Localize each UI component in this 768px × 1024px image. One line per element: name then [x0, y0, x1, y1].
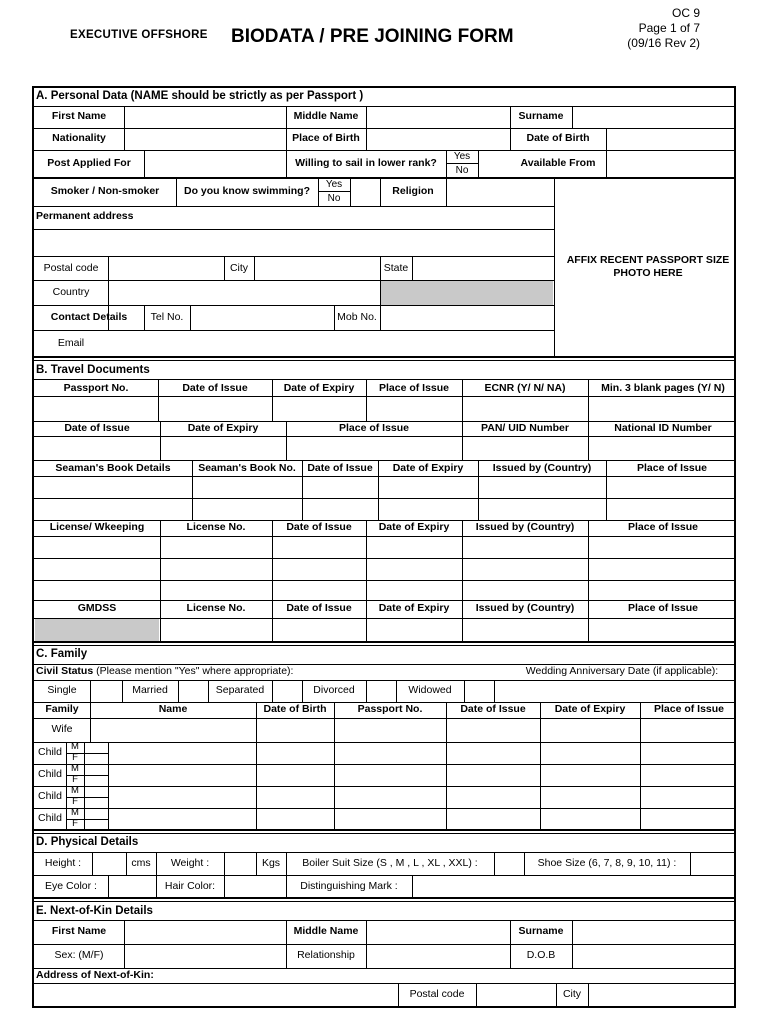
tr5-license-no: License No. — [186, 602, 246, 614]
fam-wife: Wife — [51, 723, 73, 735]
tr5-gmdss: GMDSS — [77, 602, 117, 614]
label-place-of-birth: Place of Birth — [292, 132, 360, 144]
tr2-national-id: National ID Number — [614, 422, 712, 434]
tr4-issued-by: Issued by (Country) — [475, 521, 575, 533]
label-weight: Weight : — [170, 857, 210, 869]
tr1-date-expiry: Date of Expiry — [283, 382, 355, 394]
tr2-date-issue: Date of Issue — [64, 422, 130, 434]
label-city: City — [229, 262, 249, 274]
section-e-heading: E. Next-of-Kin Details — [36, 905, 153, 917]
shaded-cell — [35, 619, 159, 641]
label-swimming: Do you know swimming? — [183, 185, 310, 197]
label-first-name: First Name — [51, 110, 107, 122]
tr3-date-expiry: Date of Expiry — [392, 462, 464, 474]
company-name: EXECUTIVE OFFSHORE — [70, 29, 208, 41]
photo-placeholder: AFFIX RECENT PASSPORT SIZE PHOTO HERE — [566, 254, 730, 279]
tr3-seaman-no: Seaman's Book No. — [198, 462, 296, 474]
fam-col-family: Family — [45, 703, 79, 715]
section-b-heading: B. Travel Documents — [36, 364, 150, 376]
status-divorced: Divorced — [313, 684, 355, 696]
child-3-f: F — [72, 796, 78, 807]
child-2-f: F — [72, 774, 78, 785]
fam-col-name: Name — [158, 703, 188, 715]
tr5-issued-by: Issued by (Country) — [475, 602, 575, 614]
revision: (09/16 Rev 2) — [627, 36, 700, 50]
child-3-m: M — [71, 785, 79, 796]
label-postal-code: Postal code — [43, 262, 99, 274]
section-c-heading: C. Family — [36, 648, 88, 660]
swimming-yes[interactable]: Yes — [325, 179, 343, 190]
nok-sex: Sex: (M/F) — [54, 949, 104, 961]
nok-middle-name: Middle Name — [293, 925, 359, 937]
tr1-ecnr: ECNR (Y/ N/ NA) — [484, 382, 566, 394]
tr5-place-issue: Place of Issue — [627, 602, 699, 614]
page-number: Page 1 of 7 — [638, 21, 700, 35]
tr2-date-expiry: Date of Expiry — [187, 422, 259, 434]
nok-city: City — [562, 988, 582, 1000]
willing-yes[interactable]: Yes — [453, 151, 471, 162]
label-date-of-birth: Date of Birth — [526, 132, 590, 144]
status-widowed: Widowed — [408, 684, 452, 696]
label-nationality: Nationality — [52, 132, 106, 144]
label-mob-no: Mob No. — [337, 311, 377, 323]
nok-relationship: Relationship — [297, 949, 355, 961]
label-distinguishing-mark: Distinguishing Mark : — [300, 880, 398, 892]
form-title: BIODATA / PRE JOINING FORM — [231, 26, 514, 47]
label-contact-details: Contact Details — [50, 311, 128, 323]
fam-col-dob: Date of Birth — [263, 703, 327, 715]
label-middle-name: Middle Name — [293, 110, 359, 122]
label-tel-no: Tel No. — [150, 311, 184, 323]
child-2-m: M — [71, 763, 79, 774]
section-a-heading: A. Personal Data (NAME should be strictly as per Passport ) — [36, 90, 364, 102]
label-civil-status — [36, 665, 293, 677]
label-permanent-address: Permanent address — [36, 210, 134, 222]
willing-no[interactable]: No — [455, 165, 469, 176]
label-country: Country — [52, 286, 90, 298]
tr1-place-issue: Place of Issue — [378, 382, 450, 394]
fam-child-3: Child — [38, 790, 62, 802]
tr4-place-issue: Place of Issue — [627, 521, 699, 533]
tr3-issued-by: Issued by (Country) — [492, 462, 592, 474]
fam-col-date-expiry: Date of Expiry — [554, 703, 626, 715]
label-kgs: Kgs — [261, 857, 281, 869]
label-boiler-suit: Boiler Suit Size (S , M , L , XL , XXL) : — [302, 857, 478, 869]
label-email: Email — [57, 337, 85, 349]
shaded-cell — [381, 281, 553, 305]
tr1-date-issue: Date of Issue — [182, 382, 248, 394]
fam-col-place-issue: Place of Issue — [653, 703, 725, 715]
tr4-license: License/ Wkeeping — [49, 521, 145, 533]
nok-dob: D.O.B — [526, 949, 556, 961]
tr1-passport-no: Passport No. — [63, 382, 129, 394]
child-1-f: F — [72, 752, 78, 763]
label-cms: cms — [131, 857, 151, 869]
fam-child-2: Child — [38, 768, 62, 780]
nok-first-name: First Name — [51, 925, 107, 937]
label-available-from: Available From — [520, 157, 596, 169]
label-eye-color: Eye Color : — [45, 880, 97, 892]
tr3-seaman-details: Seaman's Book Details — [55, 462, 171, 474]
status-married: Married — [132, 684, 168, 696]
tr2-place-issue: Place of Issue — [338, 422, 410, 434]
label-surname: Surname — [518, 110, 564, 122]
label-post-applied: Post Applied For — [47, 157, 131, 169]
label-shoe-size: Shoe Size (6, 7, 8, 9, 10, 11) : — [537, 857, 677, 869]
tr3-place-issue: Place of Issue — [636, 462, 708, 474]
tr5-date-issue: Date of Issue — [286, 602, 352, 614]
biodata-form — [32, 86, 736, 1008]
tr2-pan-uid: PAN/ UID Number — [481, 422, 569, 434]
child-1-m: M — [71, 741, 79, 752]
tr5-date-expiry: Date of Expiry — [378, 602, 450, 614]
fam-col-passport: Passport No. — [357, 703, 423, 715]
tr4-license-no: License No. — [186, 521, 246, 533]
fam-child-1: Child — [38, 746, 62, 758]
fam-col-date-issue: Date of Issue — [460, 703, 526, 715]
swimming-no[interactable]: No — [327, 193, 341, 204]
tr4-date-expiry: Date of Expiry — [378, 521, 450, 533]
nok-postal-code: Postal code — [409, 988, 465, 1000]
civil-status-label: Civil Status — [36, 665, 94, 677]
tr3-date-issue: Date of Issue — [307, 462, 373, 474]
doc-code: OC 9 — [671, 6, 700, 20]
label-willing-sail: Willing to sail in lower rank? — [295, 157, 437, 169]
status-separated: Separated — [215, 684, 265, 696]
civil-status-note: (Please mention "Yes" where appropriate): — [96, 665, 294, 677]
section-d-heading: D. Physical Details — [36, 836, 139, 848]
child-4-m: M — [71, 807, 79, 818]
child-4-f: F — [72, 818, 78, 829]
label-hair-color: Hair Color: — [164, 880, 216, 892]
label-height: Height : — [44, 857, 82, 869]
fam-child-4: Child — [38, 812, 62, 824]
status-single: Single — [47, 684, 77, 696]
tr1-blank-pages: Min. 3 blank pages (Y/ N) — [601, 382, 725, 394]
tr4-date-issue: Date of Issue — [286, 521, 352, 533]
label-religion: Religion — [392, 185, 434, 197]
label-wedding: Wedding Anniversary Date (if applicable): — [525, 665, 719, 677]
label-smoker: Smoker / Non-smoker — [50, 185, 160, 197]
nok-surname: Surname — [518, 925, 564, 937]
nok-address: Address of Next-of-Kin: — [36, 969, 154, 981]
doc-info — [605, 6, 705, 51]
label-state: State — [383, 262, 409, 274]
